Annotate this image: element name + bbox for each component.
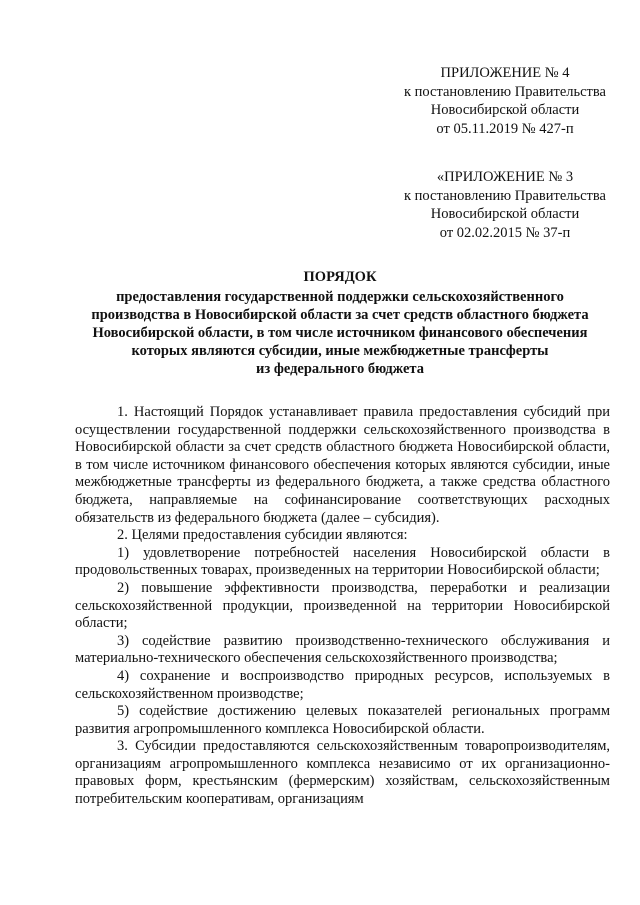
title-line: производства в Новосибирской области за счет средств областного бюджета <box>91 307 589 323</box>
list-item-goal-4: 4) сохранение и воспроизводство природных ресурсов, используемых в сельскохозяйственном производстве; <box>75 667 610 702</box>
annex-region-line: Новосибирской области <box>430 102 580 118</box>
annex-date-line: от 05.11.2019 № 427-п <box>436 120 574 137</box>
annex-ref-line: к постановлению Правительства <box>404 187 606 204</box>
title-line: предоставления государственной поддержки сельскохозяйственного <box>116 289 564 305</box>
annex-date-line: от 02.02.2015 № 37-п <box>439 224 571 241</box>
paragraph-clause-1: 1. Настоящий Порядок устанавливает правила предоставления субсидий при осуществлении государственной поддержки сельскохозяйственного производства в Новосибирской области за счет средств областного бюджета Новосибирской области, в том числе источником финансового обеспечения которых являются субсидии, иные межбюджетные трансферты из федерального бюджета, а также средства областного бюджета, направляемые на софинансирование соответствующих расходных обязательств из федерального бюджета (далее – субсидия). <box>75 404 610 526</box>
annex-previous-header <box>380 168 630 242</box>
document-heading: ПОРЯДОК <box>303 269 377 285</box>
list-item-goal-1: 1) удовлетворение потребностей населения Новосибирской области в продовольственных товарах, произведенных на территории Новосибирской области; <box>75 544 610 579</box>
list-item-goal-3: 3) содействие развитию производственно-технического обслуживания и материально-технического обеспечения сельскохозяйственного производства; <box>75 632 610 667</box>
annex-number: «ПРИЛОЖЕНИЕ № 3 <box>436 169 574 185</box>
document-title-block <box>60 268 620 378</box>
list-item-goal-2: 2) повышение эффективности производства, переработки и реализации сельскохозяйственной продукции, произведенной на территории Новосибирской области; <box>75 579 610 632</box>
annex-current-header <box>380 64 630 138</box>
annex-ref-line: к постановлению Правительства <box>404 83 606 100</box>
list-item-goal-5: 5) содействие достижению целевых показателей региональных программ развития агропромышленного комплекса Новосибирской области. <box>75 703 610 737</box>
document-body <box>75 404 610 809</box>
title-line: из федерального бюджета <box>256 361 424 377</box>
title-line: которых являются субсидии, иные межбюджетные трансферты <box>131 343 549 359</box>
title-line: Новосибирской области, в том числе источником финансового обеспечения <box>92 325 588 341</box>
paragraph-clause-3: 3. Субсидии предоставляются сельскохозяйственным товаропроизводителям, организациям агропромышленного комплекса независимо от их организационно-правовых форм, крестьянским (фермерским) хозяйствам, сельскохозяйственным потребительским кооперативам, организациям <box>75 738 610 808</box>
annex-number: ПРИЛОЖЕНИЕ № 4 <box>440 65 570 81</box>
annex-region-line: Новосибирской области <box>430 206 580 222</box>
paragraph-clause-2: 2. Целями предоставления субсидии являются: <box>117 527 408 544</box>
